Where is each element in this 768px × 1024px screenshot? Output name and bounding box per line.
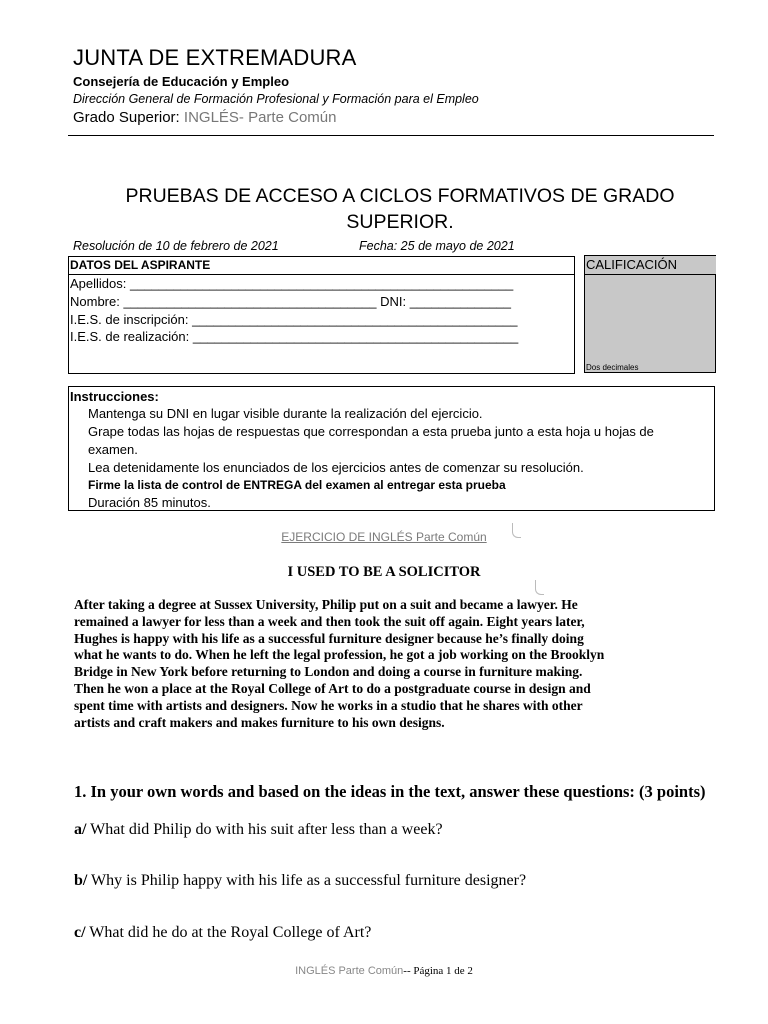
resolution-date: Resolución de 10 de febrero de 2021 (73, 239, 279, 253)
question-heading: 1. In your own words and based on the ideas in the text, answer these questions: (3 points) (74, 782, 706, 801)
applicant-data-heading: DATOS DEL ASPIRANTE (69, 257, 575, 275)
surname-field[interactable]: Apellidos: _____________________________________________________ (70, 276, 514, 291)
instruction-item: Duración 85 minutos. (88, 495, 211, 510)
department-name: Consejería de Educación y Empleo (73, 74, 290, 89)
story-title: I USED TO BE A SOLICITOR (287, 564, 481, 580)
question-b-text: Why is Philip happy with his life as a successful furniture designer? (87, 872, 527, 889)
grade-box-note: Dos decimales (586, 363, 639, 372)
grade-box (584, 255, 716, 373)
page-title (100, 183, 700, 235)
page-footer (0, 965, 768, 977)
reading-passage: After taking a degree at Sussex University, Philip put on a suit and became a lawyer. He remained a lawyer for less than a week and then took the suit off again. Eight years later, Hughes is happy with his life as a successful furniture designer because he’s finally doing what he wants to do. When he left the legal profession, he got a job working on the Brooklyn Bridge in New York before returning to London and doing a course in furniture making. Then he won a place at the Royal College of Art to do a postgraduate course in design and spent time with artists and designers. Now he works in a studio that he shares with other artists and craft makers and makes furniture to his own designs. (74, 597, 605, 730)
exam-school-field[interactable]: I.E.S. de realización: _____________________________________________ (70, 329, 519, 344)
applicant-data-box (68, 256, 575, 374)
pen-mark (535, 580, 544, 595)
instruction-item: Grape todas las hojas de respuestas que correspondan a esta prueba junto a esta hoja u hojas de (88, 424, 654, 439)
page-title-line2: SUPERIOR. (346, 211, 454, 233)
grade-line (73, 109, 336, 126)
question-c (74, 924, 371, 942)
organization-name: JUNTA DE EXTREMADURA (73, 45, 357, 70)
question-a-text: What did Philip do with his suit after less than a week? (86, 821, 443, 838)
registration-school-field[interactable]: I.E.S. de inscripción: _____________________________________________ (70, 312, 518, 327)
question-b-letter: b/ (74, 872, 88, 889)
instructions-box (68, 386, 715, 511)
question-a-letter: a/ (74, 821, 87, 838)
exam-date: Fecha: 25 de mayo de 2021 (359, 239, 515, 253)
footer-subject: INGLÉS Parte Común (295, 965, 404, 977)
directorate-name: Dirección General de Formación Profesional y Formación para el Empleo (73, 92, 479, 106)
instruction-item-bold: Firme la lista de control de ENTREGA del examen al entregar esta prueba (88, 478, 506, 492)
instructions-heading: Instrucciones: (70, 389, 159, 404)
pen-mark (512, 523, 521, 538)
question-c-letter: c/ (74, 924, 86, 941)
instruction-item: examen. (88, 442, 138, 457)
exercise-heading (0, 530, 768, 544)
instruction-item: Lea detenidamente los enunciados de los ejercicios antes de comenzar su resolución. (88, 460, 584, 475)
question-b (74, 872, 526, 890)
grade-subject: INGLÉS- Parte Común (183, 109, 337, 126)
exercise-heading-text: EJERCICIO DE INGLÉS Parte Común (281, 530, 487, 544)
instruction-item: Mantenga su DNI en lugar visible durante la realización del ejercicio. (88, 406, 483, 421)
grade-label: Grado Superior: (73, 109, 180, 126)
name-dni-field[interactable]: Nombre: ___________________________________ DNI: ______________ (70, 294, 511, 309)
page-title-line1: PRUEBAS DE ACCESO A CICLOS FORMATIVOS DE GRADO (125, 185, 675, 207)
footer-page-number: -- Página 1 de 2 (403, 965, 473, 977)
question-a (74, 821, 443, 839)
grade-box-heading: CALIFICACIÓN (585, 256, 716, 275)
question-c-text: What did he do at the Royal College of Art? (85, 924, 372, 941)
header-divider (68, 135, 714, 136)
